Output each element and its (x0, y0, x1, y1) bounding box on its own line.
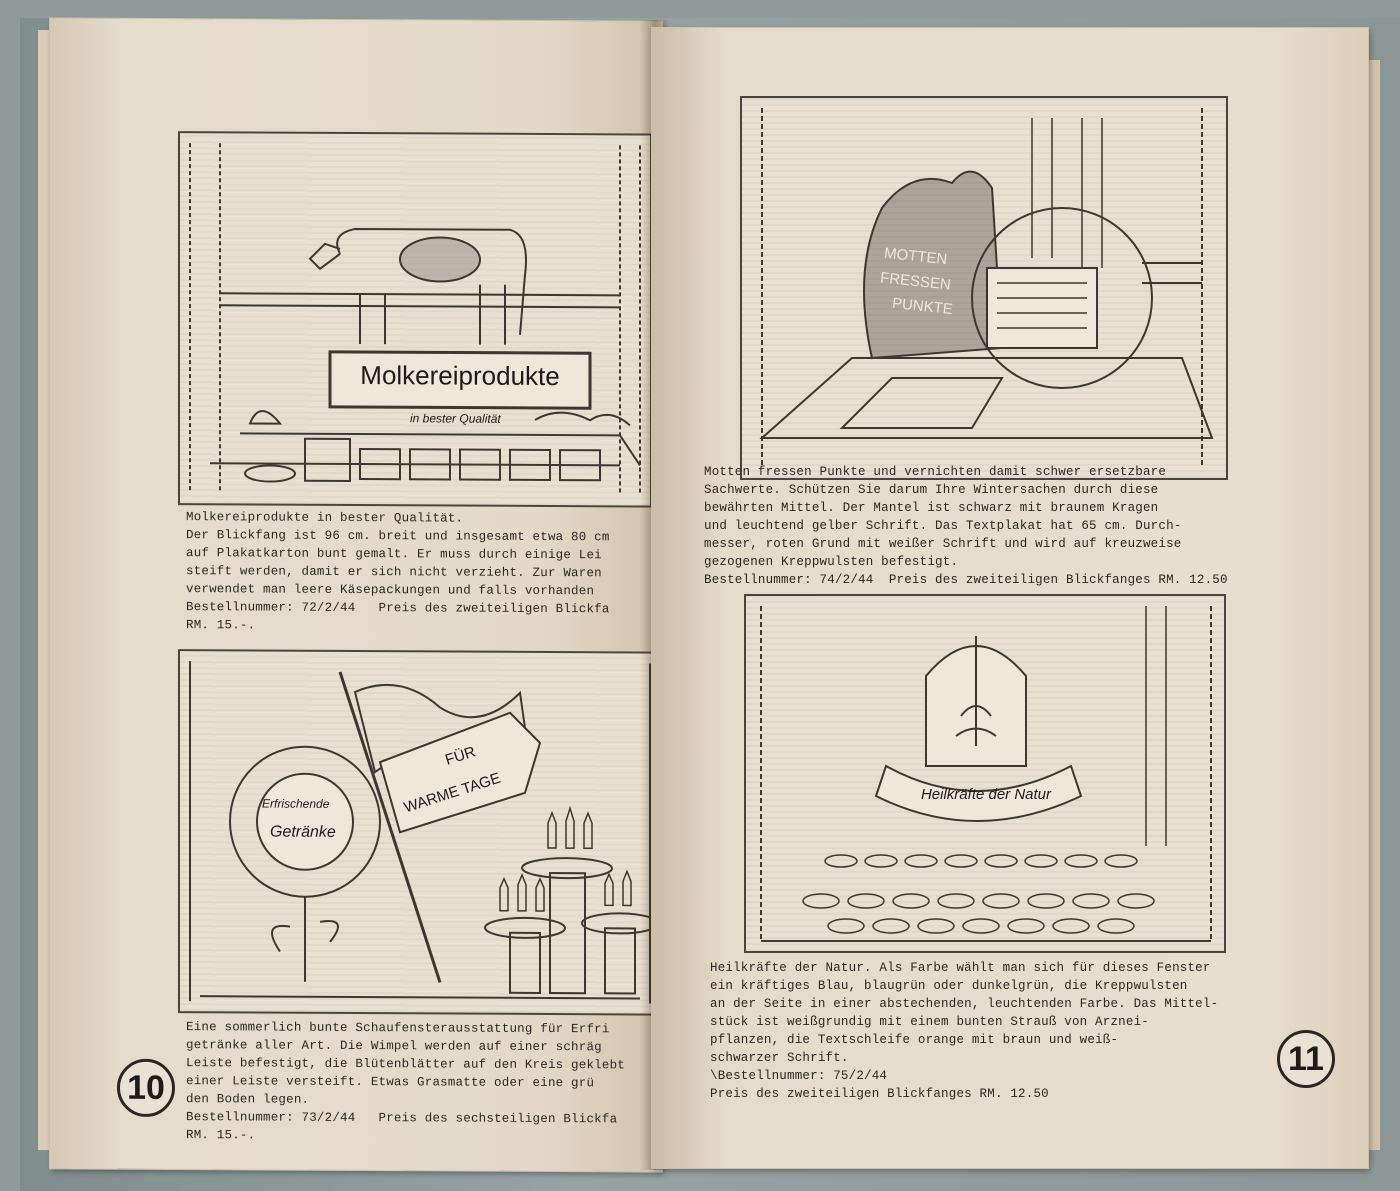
text-line: steift werden, damit er sich nicht verzieht. Zur Waren (186, 564, 602, 581)
left-page (50, 18, 662, 1171)
illustration-healing-nature (744, 594, 1226, 953)
text-line: stück ist weißgrundig mit einem bunten Strauß von Arznei- (710, 1015, 1149, 1029)
text-line: und leuchtend gelber Schrift. Das Textplakat hat 65 cm. Durch- (704, 519, 1182, 533)
text-line: \Bestellnummer: 75/2/44 (710, 1069, 888, 1083)
text-line: getränke aller Art. Die Wimpel werden auf einer schräg (186, 1038, 602, 1055)
text-line: gezogenen Kreppwulsten befestigt. (704, 555, 959, 569)
text-line: bewährten Mittel. Der Mantel ist schwarz mit braunem Kragen (704, 501, 1159, 515)
text-line: Bestellnummer: 73/2/44 Preis des sechsteiligen Blickfa (186, 1110, 618, 1127)
herbal-display-drawing (746, 596, 1224, 951)
text-line: schwarzer Schrift. (710, 1051, 849, 1065)
text-line: Eine sommerlich bunte Schaufensterausstattung für Erfri (186, 1020, 610, 1037)
dairy-display-drawing (180, 133, 650, 505)
text-line: Heilkräfte der Natur. Als Farbe wählt man sich für dieses Fenster (710, 961, 1211, 975)
text-line: RM. 15.-. (186, 1128, 256, 1143)
flag-text-2: WARME TAGE (401, 769, 503, 817)
text-line: RM. 15.-. (186, 618, 256, 633)
moth-sign-text-2: FRESSEN (879, 269, 952, 294)
flag-text-1: FÜR (443, 743, 478, 769)
dairy-sign-subtitle: in bester Qualität (410, 411, 501, 426)
text-line: Sachwerte. Schützen Sie darum Ihre Wintersachen durch diese (704, 483, 1159, 497)
text-line: messer, roten Grund mit weißer Schrift und wird auf kreuzweise (704, 537, 1182, 551)
text-line: Bestellnummer: 72/2/44 Preis des zweiteiligen Blickfa (186, 600, 610, 617)
text-line: verwendet man leere Käsepackungen und falls vorhanden (186, 582, 595, 599)
right-page (652, 28, 1368, 1168)
illustration-refreshing-drinks (178, 649, 660, 1016)
text-line: Bestellnummer: 74/2/44 Preis des zweiteiligen Blickfanges RM. 12.50 (704, 573, 1228, 587)
page-number-11: 11 (1277, 1030, 1335, 1088)
text-line: Preis des zweiteiligen Blickfanges RM. 12.50 (710, 1087, 1049, 1101)
text-line: an der Seite in einer abstechenden, leuchtenden Farbe. Das Mittel- (710, 997, 1219, 1011)
text-line: Leiste befestigt, die Blütenblätter auf den Kreis geklebt (186, 1056, 625, 1073)
moth-sign-text-1: MOTTEN (883, 244, 949, 269)
text-line: pflanzen, die Textschleife orange mit braun und weiß- (710, 1033, 1119, 1047)
moth-display-drawing (742, 98, 1226, 478)
flower-text-1: Erfrischende (262, 796, 330, 811)
illustration-moth-points (740, 96, 1228, 480)
text-line: Motten fressen Punkte und vernichten damit schwer ersetzbare (704, 465, 1167, 479)
flower-text-2: Getränke (270, 823, 336, 841)
page-number-10: 10 (117, 1059, 175, 1117)
drinks-display-drawing (180, 651, 658, 1014)
text-line: Der Blickfang ist 96 cm. breit und insgesamt etwa 80 cm (186, 528, 610, 545)
moth-sign-text-3: PUNKTE (891, 294, 954, 319)
herbal-ribbon-text: Heilkräfte der Natur (920, 786, 1052, 803)
text-line: ein kräftiges Blau, blaugrün oder dunkelgrün, die Kreppwulsten (710, 979, 1188, 993)
text-line: einer Leiste versteift. Etwas Grasmatte oder eine grü (186, 1074, 595, 1091)
text-line: auf Plakatkarton bunt gemalt. Er muss durch einige Lei (186, 546, 602, 563)
illustration-dairy-products (178, 131, 652, 507)
text-line: Molkereiprodukte in bester Qualität. (186, 510, 464, 526)
dairy-sign-title: Molkereiprodukte (360, 360, 560, 392)
text-line: den Boden legen. (186, 1092, 310, 1107)
